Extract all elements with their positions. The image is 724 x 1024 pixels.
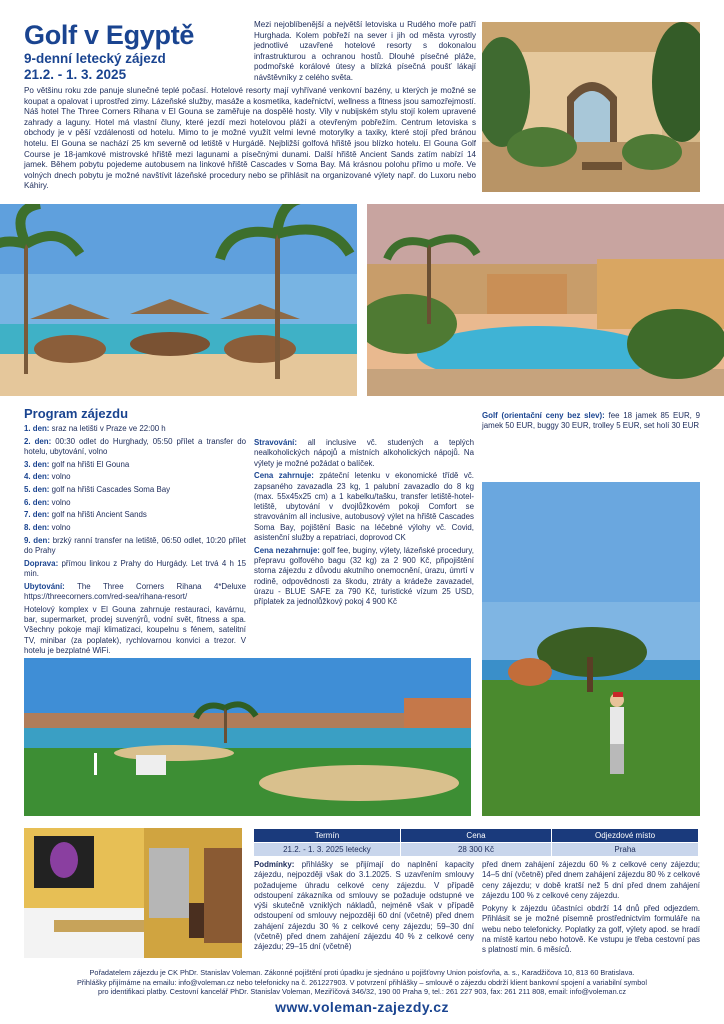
table-cell-departure: Praha — [552, 843, 699, 857]
accommodation-info: Ubytování: The Three Corners Rihana 4*Deluxe https://threecorners.com/red-sea/rihana-resort/ — [24, 581, 246, 602]
program-day-6: 6. den: volno — [24, 497, 71, 507]
footer — [24, 968, 700, 997]
resort-pool-photo — [367, 204, 724, 396]
conditions-text-left: přihlášky se přijímají do naplnění kapacity zájezdu, nejpozději však do 3.1.2025. S uzavřením smlouvy požadujeme úhradu celkové ceny zájezdu. V případě odstoupení zákazníka od smlouvy se požaduje odstupné ve výši skutečně vzniklých nákladů, nejméně však v případě odstoupení od smlouvy nejpozději 60 dní (včetně) před dnem zahájení zájezdu 30 % z celkové ceny zájezdu; 59–30 dní (včetně) před dnem zahájení zájezdu 40 % z celkové ceny zájezdu; 29–15 dní (včetně) — [254, 860, 474, 952]
golfer-photo — [482, 482, 700, 816]
conditions-right — [482, 860, 700, 959]
price-table — [253, 828, 699, 857]
table-header-price: Cena — [400, 829, 551, 843]
program-column-3 — [482, 411, 700, 434]
table-header-departure: Odjezdové místo — [552, 829, 699, 843]
program-day-4: 4. den: volno — [24, 472, 71, 482]
intro-full-text: Po většinu roku zde panuje slunečné teplé počasí. Hotelové resorty mají vyhřívané venkovní bazény, u kterých je možné se koupat a opalovat i uprostřed zimy. Lázeňské služby, masáže a kosmetika, kadeřnictví, wellness a fitness jsou samozřejmostí. Náš hotel The Three Corners Rihana v El Gouna se zaměřuje na dospělé hosty. Vily v nubijském stylu stojí kolem upravené zahrady a laguny. Hotel má vlastní čluny, které jezdí mezi hotelovou pláží a otevřeným pobřežím. Centrum letoviska s obchody je v pěší vzdálenosti od hotelu. Mimo to je možné využít velmi levné motorylky a taxiky, které stojí před bránou hotelu. El Gouna se nachází 25 km severně od letiště v Hurgádě. Nejbližší golfová hřiště jsou blízko hotelu. El Gouna Golf Course je 18-jamkové mistrovské hřiště mezi lagunami a písečnými dunami. Další hřiště Ancient Sands zatím nabízí 14 jamek. Během pobytu pojedeme autobusem na linkové hřiště Cascades v Soma Bay. Má krásnou polohu přímo u moře. Ve volných dnech pobytu je možné navštívit lázeňské procedury nebo se přihlásit na organizované výlety např. do Luxoru nebo Káhiry. — [24, 86, 476, 191]
footer-line-2: Přihlášky přijímáme na emailu: info@voleman.cz nebo telefonicky na č. 261227903. V potvrzení přihlášky – smlouvě o zájezdu obdrží klient bankovní spojení a variabilní symbol — [77, 977, 647, 987]
golf-prices: Golf (orientační ceny bez slev): fee 18 jamek 85 EUR, 9 jamek 50 EUR, buggy 30 EUR, trolley 5 EUR, set holí 30 EUR — [482, 411, 700, 431]
transport-info: Doprava: přímou linkou z Prahy do Hurgády. Let trvá 4 h 15 min. — [24, 558, 246, 579]
table-row — [254, 843, 699, 857]
conditions-pokyny: Pokyny k zájezdu účastníci obdrží 14 dnů před odjezdem. Přihlásit se je možné písemně prostřednictvím formuláře na webu nebo telefonicky. Poplatky za golf, výlety apod. se hradí na místě kartou nebo hotově. Ke vstupu je třeba cestovní pas s platností min. 6 měsíců. — [482, 904, 700, 955]
golf-course-lagoon-photo — [24, 658, 471, 816]
table-cell-term: 21.2. - 1. 3. 2025 letecky — [254, 843, 401, 857]
hotel-description: Hotelový komplex v El Gouna zahrnuje restauraci, kavárnu, bar, supermarket, prodej suvenýrů, vodní svět, fitness a spa. Všechny pokoje mají klimatizaci, koupelnu s fénem, satelitní TV, minibar (za poplatek), rychlovarnou konvici a trezor. V hotelu je bezplatné WiFi. — [24, 604, 246, 655]
program-day-2: 2. den: 00:30 odlet do Hurghady, 05:50 přílet a transfer do hotelu, ubytování, volno — [24, 436, 246, 456]
hotel-courtyard-photo — [482, 22, 700, 192]
program-day-9: 9. den: brzký ranní transfer na letiště, 06:50 odlet, 10:20 přílet do Prahy — [24, 535, 246, 556]
program-heading: Program zájezdu — [24, 406, 129, 421]
program-day-3: 3. den: golf na hřišti El Gouna — [24, 459, 130, 469]
intro-column-text: Mezi nejoblíbenější a největší letoviska u Rudého moře patří Hurghada. Kolem pobřeží na sever i jih od města vyrostly jednotlivé uzavřené hotelové resorty s dokonalou infrastrukturou a ochranou hostů. Dlouhé písečné pláže, podmořské korálové útesy a blízká písečná poušť lákají návštěvníky z celého světa. — [254, 20, 476, 82]
footer-line-1: Pořadatelem zájezdu je CK PhDr. Stanislav Voleman. Zákonné pojištění proti úpadku je sjednáno u pojišťovny Union poisťovňa, a. s., Karadžičova 10, 813 60 Bratislava. — [89, 968, 635, 977]
table-header-term: Termín — [254, 829, 401, 843]
program-column-2 — [254, 438, 474, 610]
website-link[interactable]: www.voleman-zajezdy.cz — [275, 999, 449, 1015]
price-excludes: Cena nezahrnuje: golf fee, buginy, výlety, lázeňské procedury, přepravu golfového bagu (32 kg) za 2 900 Kč, připojištění storna zájezdu z důvodu akutního onemocnění, úrazu, úmrtí v rodině, odpovědnosti za škodu, ztráty a krádeže zavazadel, úrazu - BLUE SAFE za 790 Kč, turistické vízum 25 USD, příplatek za jednolůžkový pokoj 4 900 Kč — [254, 545, 474, 607]
program-column-1 — [24, 424, 246, 659]
hotel-room-photo — [24, 828, 242, 958]
program-day-7: 7. den: golf na hřišti Ancient Sands — [24, 510, 147, 520]
price-includes: Cena zahrnuje: zpáteční letenku v ekonomické třídě vč. zapsaného zavazadla 23 kg, 1 palubní zavazadlo do 8 kg (max. 55x45x25 cm) a 1 kabelku/tašku, transfer letiště-hotel-letiště, ubytování v dvojlůžkovém pokoji Comfort se stravováním all inclusive, autobusový výlet na hřiště Cascades Soma Bay, pojištění Basic na léčebné výlohy vč. Covid, asistenční služby a repatriaci, doprovod CK — [254, 471, 474, 543]
table-cell-price: 28 300 Kč — [400, 843, 551, 857]
page-subtitle: 9-denní letecký zájezd — [24, 51, 166, 66]
trip-dates: 21.2. - 1. 3. 2025 — [24, 67, 127, 82]
beach-photo — [0, 204, 357, 396]
meals-info: Stravování: all inclusive vč. studených a teplých nealkoholických nápojů a místních alkoholických nápojů. Na výlety je možné požádat o balíček. — [254, 438, 474, 468]
conditions-left — [254, 860, 474, 956]
page-title: Golf v Egyptě — [24, 20, 195, 50]
conditions-label: Podmínky: — [254, 860, 295, 869]
footer-line-3: pro identifikaci platby. Cestovní kancelář PhDr. Stanislav Voleman, Meziříčová 346/32, 190 00 Praha 9, tel.: 261 227 903, fax: 261 211 808, email: info@voleman.cz — [98, 987, 626, 997]
program-day-1: 1. den: sraz na letišti v Praze ve 22:00 h — [24, 424, 166, 433]
program-day-5: 5. den: golf na hřišti Cascades Soma Bay — [24, 485, 171, 495]
program-day-8: 8. den: volno — [24, 523, 71, 533]
conditions-text-right: před dnem zahájení zájezdu 60 % z celkové ceny zájezdu; 14–5 dní (včetně) před dnem zahájení zájezdu 80 % z celkové ceny zájezdu; v době kratší než 5 dní před dnem zahájení zájezdu 100 % z celkové ceny zájezdu. — [482, 860, 701, 900]
